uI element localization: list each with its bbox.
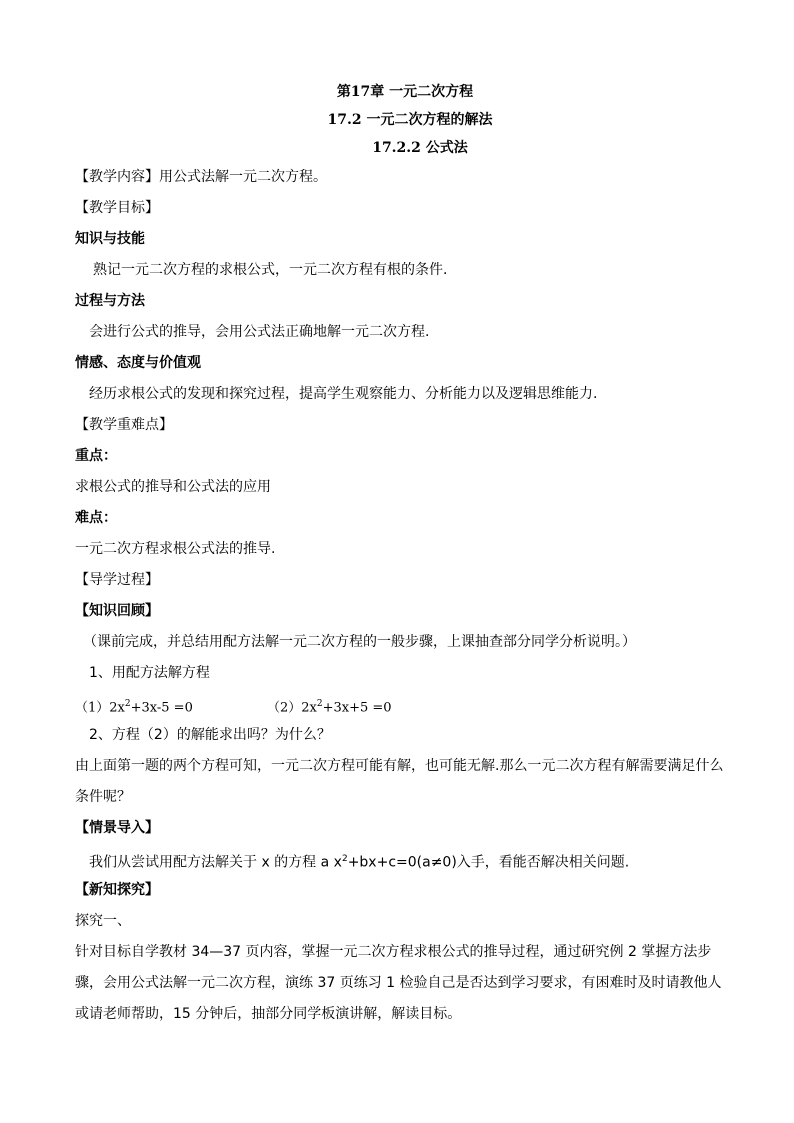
document-page <box>75 78 725 1030</box>
key-point-heading: 重点： <box>75 448 117 464</box>
emotion-heading: 情感、态度与价值观 <box>75 355 201 371</box>
review-heading: 【知识回顾】 <box>75 603 159 619</box>
knowledge-heading: 知识与技能 <box>75 231 145 247</box>
explore-paragraph: 针对目标自学教材 34—37 页内容，掌握一元二次方程求根公式的推导过程，通过研究例 2 掌握方法步骤，会用公式法解一元二次方程，演练 37 页练习 1 检验自己是否达到学习要求，有困难时及时请教他人或请老师帮助，15 分钟后，抽部分同学板演讲解，解读目标。 <box>75 944 722 1022</box>
process-heading: 过程与方法 <box>75 293 145 309</box>
scene-text: 我们从尝试用配方法解关于 x 的方程 a $x^2+bx+c=0(a\ne 0)$入手，看能否解决相关问题. <box>89 854 630 871</box>
key-point-text: 求根公式的推导和公式法的应用 <box>75 479 271 495</box>
equation-2: $(2)2x^2+3x+5 =0$ <box>266 699 392 716</box>
review-note: （课前完成，并总结用配方法解一元二次方程的一般步骤，上课抽查部分同学分析说明。） <box>83 634 636 650</box>
difficult-point-text: 一元二次方程求根公式法的推导. <box>75 541 276 557</box>
explore-heading: 【新知探究】 <box>75 882 159 898</box>
scene-heading: 【情景导入】 <box>75 820 159 836</box>
teaching-goal-heading: 【教学目标】 <box>75 200 159 216</box>
guide-process-heading: 【导学过程】 <box>75 572 159 588</box>
chapter-title: 第17章 一元二次方程 <box>336 84 474 100</box>
knowledge-text: 熟记一元二次方程的求根公式，一元二次方程有根的条件. <box>93 262 448 278</box>
emotion-text: 经历求根公式的发现和探究过程，提高学生观察能力、分析能力以及逻辑思维能力. <box>89 386 598 402</box>
subsection-title: 17.2.2 公式法 <box>372 140 468 156</box>
process-text: 会进行公式的推导，会用公式法正确地解一元二次方程. <box>89 324 430 340</box>
question-1-label: 1、用配方法解方程 <box>89 665 210 681</box>
equation-1: $(1)2x^2+3x-5 =0$ <box>75 699 193 716</box>
difficult-point-heading: 难点： <box>75 510 117 526</box>
equation-row <box>75 689 725 720</box>
explore-one-label: 探究一、 <box>75 913 131 929</box>
observation-paragraph: 由上面第一题的两个方程可知，一元二次方程可能有解，也可能无解.那么一元二次方程有解需要满足什么条件呢？ <box>75 758 724 805</box>
teaching-content: 【教学内容】用公式法解一元二次方程。 <box>75 169 327 185</box>
question-2-label: 2、方程（2）的解能求出吗？为什么？ <box>89 727 331 743</box>
section-title: 17.2 一元二次方程的解法 <box>327 112 493 128</box>
key-difficult-heading: 【教学重难点】 <box>75 417 173 433</box>
